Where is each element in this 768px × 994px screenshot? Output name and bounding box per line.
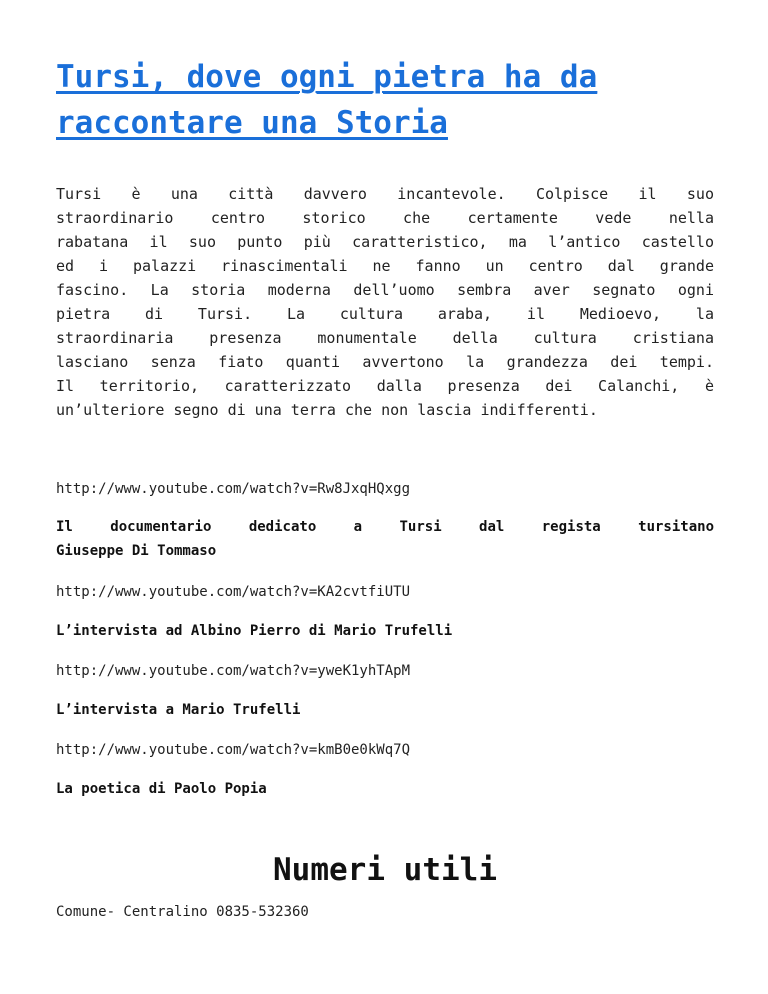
phone-entry-comune: Comune- Centralino 0835-532360 [56, 904, 309, 920]
video-link-intervista-trufelli[interactable]: http://www.youtube.com/watch?v=yweK1yhTApM [56, 663, 411, 679]
intro-line: fascino. La storia moderna dell’uomo sembra aver segnato ogni [56, 281, 714, 299]
caption-line: La poetica di Paolo Popia [56, 781, 267, 797]
video-link-intervista-pierro[interactable]: http://www.youtube.com/watch?v=KA2cvtfiUTU [56, 584, 411, 600]
intro-line: Tursi è una città davvero incantevole. Colpisce il suo [56, 185, 714, 203]
article-title-link[interactable]: Tursi, dove ogni pietra ha da raccontare una Storia [56, 59, 598, 141]
caption-line: Il documentario dedicato a Tursi dal regista tursitano [56, 519, 714, 535]
video-caption-intervista-pierro [56, 619, 714, 643]
article-intro [56, 182, 714, 422]
intro-line: pietra di Tursi. La cultura araba, il Medioevo, la [56, 305, 714, 323]
video-link-poetica-popia[interactable]: http://www.youtube.com/watch?v=kmB0e0kWq7Q [56, 742, 411, 758]
intro-line: un’ulteriore segno di una terra che non lascia indifferenti. [56, 401, 598, 419]
useful-numbers-heading: Numeri utili [273, 852, 497, 888]
video-caption-poetica-popia [56, 777, 714, 801]
caption-line: L’intervista a Mario Trufelli [56, 702, 301, 718]
video-caption-documentario [56, 515, 714, 563]
intro-line: rabatana il suo punto più caratteristico, ma l’antico castello [56, 233, 714, 251]
intro-line: Il territorio, caratterizzato dalla presenza dei Calanchi, è [56, 377, 714, 395]
intro-line: ed i palazzi rinascimentali ne fanno un centro dal grande [56, 257, 714, 275]
caption-line: Giuseppe Di Tommaso [56, 543, 217, 559]
video-caption-intervista-trufelli [56, 698, 714, 722]
intro-line: lasciano senza fiato quanti avvertono la grandezza dei tempi. [56, 353, 714, 371]
intro-line: straordinaria presenza monumentale della cultura cristiana [56, 329, 714, 347]
article-title[interactable] [56, 54, 714, 146]
caption-line: L’intervista ad Albino Pierro di Mario Trufelli [56, 623, 453, 639]
video-link-documentario[interactable]: http://www.youtube.com/watch?v=Rw8JxqHQxgg [56, 481, 411, 497]
intro-line: straordinario centro storico che certamente vede nella [56, 209, 714, 227]
